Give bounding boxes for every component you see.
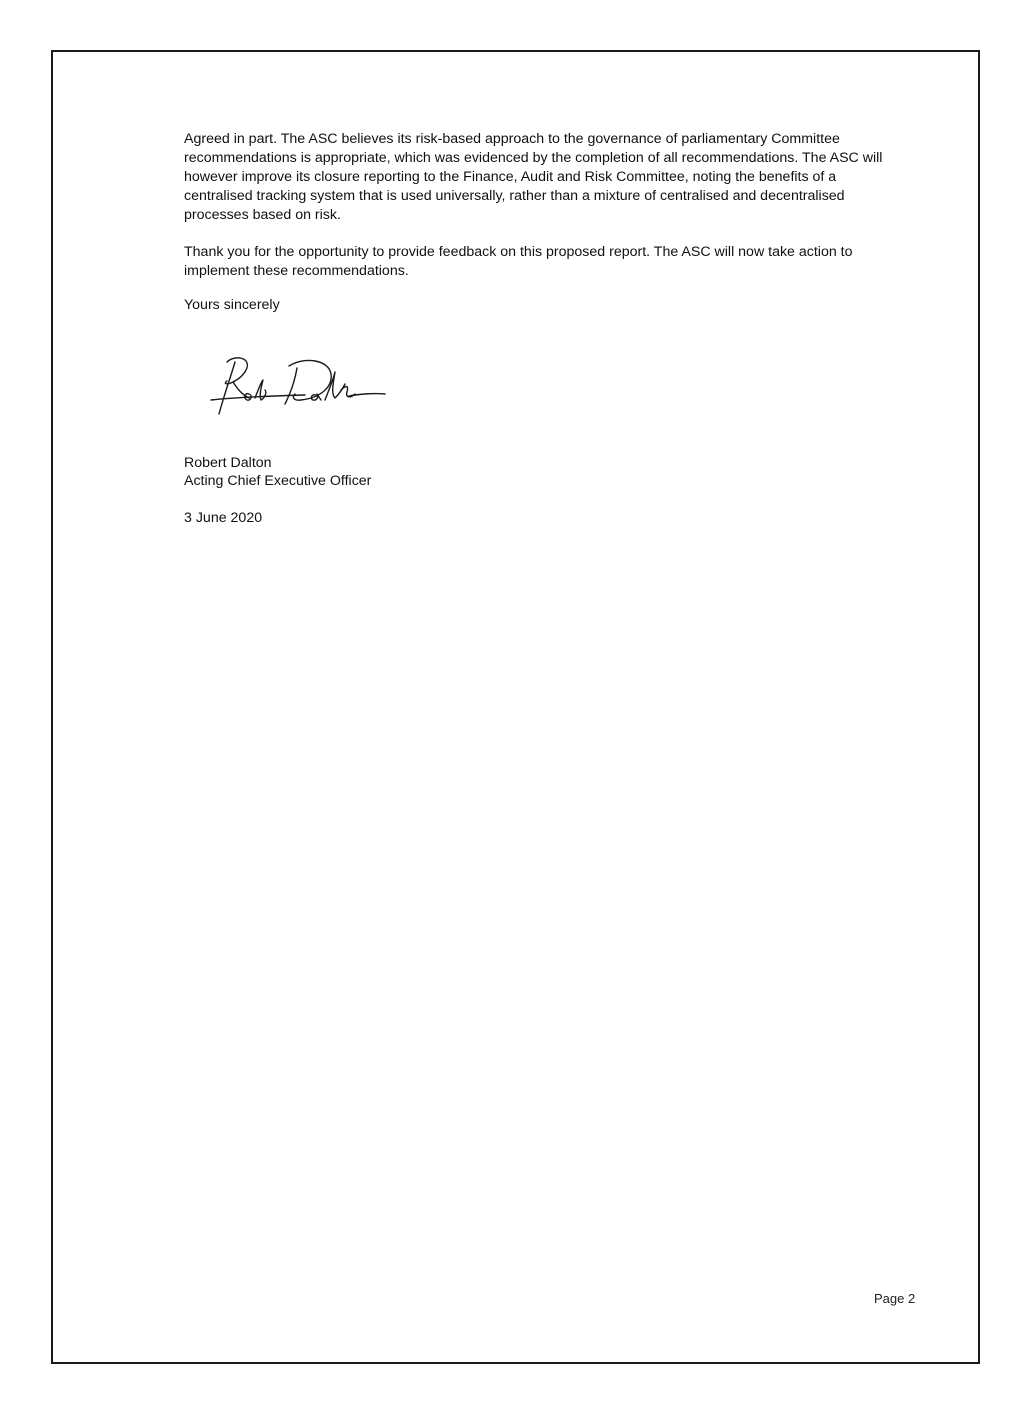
thanks-paragraph: Thank you for the opportunity to provide feedback on this proposed report. The ASC will now take action to implement these recommendations.: [184, 244, 853, 279]
signature-block: [184, 454, 371, 490]
closing-salutation: Yours sincerely: [184, 297, 280, 313]
signatory-name: Robert Dalton: [184, 455, 272, 471]
handwritten-signature: [209, 354, 389, 420]
page-number: Page 2: [874, 1291, 916, 1306]
response-paragraph: Agreed in part. The ASC believes its risk-based approach to the governance of parliamentary Committee recommendations is appropriate, which was evidenced by the completion of all recommendations. The ASC will however improve its closure reporting to the Finance, Audit and Risk Committee, noting the benefits of a centralised tracking system that is used universally, rather than a mixture of centralised and decentralised processes based on risk.: [184, 131, 883, 223]
signatory-title: Acting Chief Executive Officer: [184, 473, 372, 489]
letter-date: 3 June 2020: [184, 510, 263, 526]
letter-body: [184, 130, 924, 526]
